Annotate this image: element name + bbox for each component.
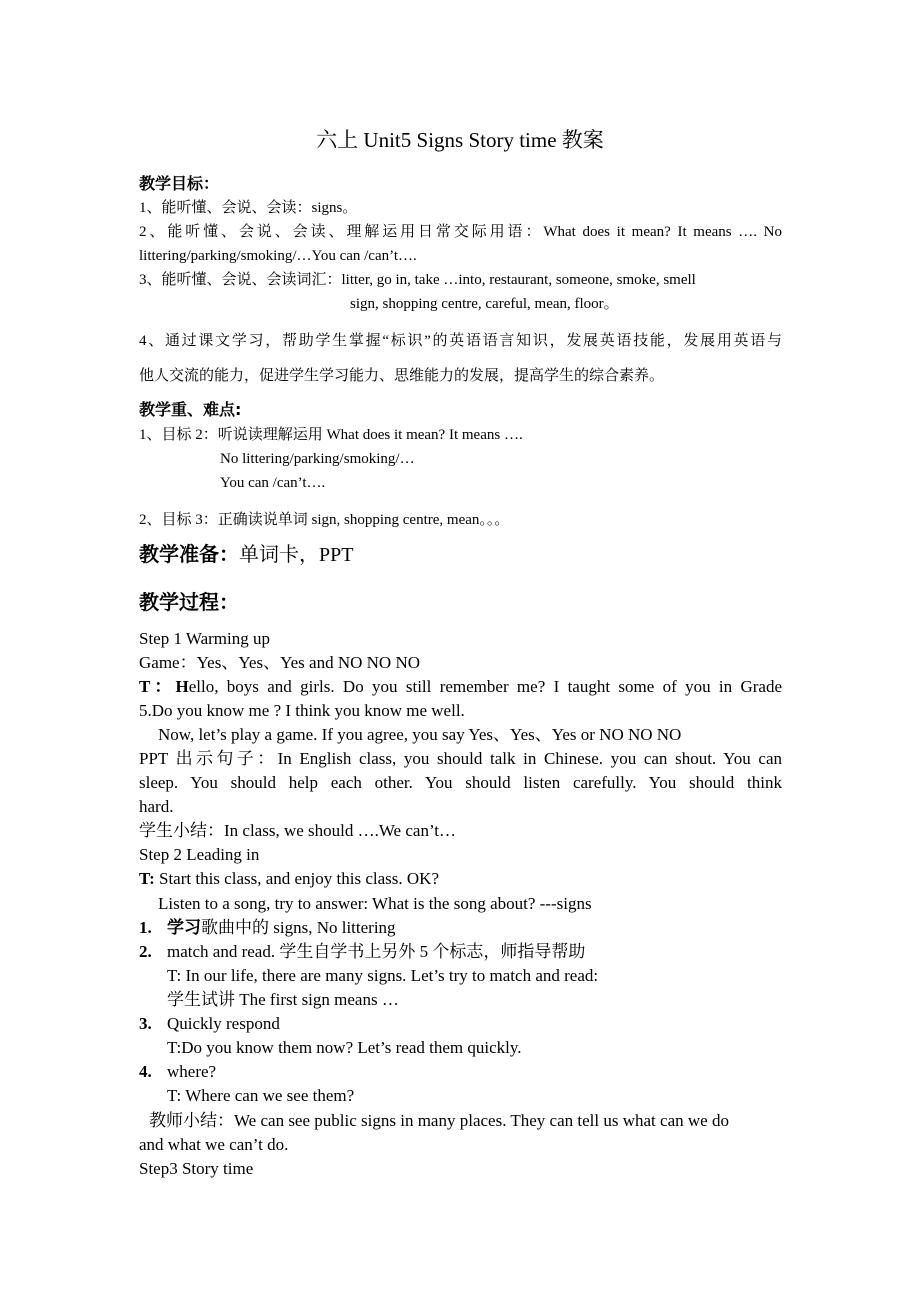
goal-2-line-1: 2、能听懂、会说、会读、理解运用日常交际用语：What does it mean? It means …. No — [139, 224, 782, 240]
process-heading: 教学过程： — [139, 590, 239, 614]
process-line: 学生试讲 The first sign means … — [167, 990, 399, 1009]
process-line: Step3 Story time — [139, 1159, 254, 1178]
process-line: T: Where can we see them? — [167, 1086, 355, 1105]
process-text: ello, boys and girls. Do you still remember me? I taught some of you in Grade — [188, 677, 783, 696]
goal-4-line-1: 4、通过课文学习，帮助学生掌握“标识”的英语语言知识，发展英语技能，发展用英语与 — [139, 333, 782, 349]
process-line: sleep. You should help each other. You should listen carefully. You should think — [139, 773, 782, 792]
keypoint-1-line-1: 1、目标 2：听说读理解运用 What does it mean? It means …. — [139, 427, 523, 443]
process-line — [139, 868, 439, 890]
item-number: 4. — [139, 1062, 152, 1081]
prep-heading: 教学准备： — [139, 542, 239, 566]
process-line: Step 1 Warming up — [139, 629, 271, 648]
process-item-3 — [139, 1013, 280, 1035]
process-line: T: In our life, there are many signs. Let’s try to match and read: — [167, 966, 599, 985]
process-line: 5.Do you know me ? I think you know me well. — [139, 701, 465, 720]
process-line — [139, 676, 782, 698]
process-line: T:Do you know them now? Let’s read them quickly. — [167, 1038, 522, 1057]
process-text: 歌曲中的 signs, No littering — [201, 918, 396, 937]
process-line: Listen to a song, try to answer: What is the song about? ---signs — [158, 894, 592, 913]
item-number: 2. — [139, 942, 152, 961]
teacher-label: T：H — [139, 677, 189, 696]
document-title: 六上 Unit5 Signs Story time 教案 — [316, 128, 604, 152]
process-line: hard. — [139, 797, 174, 816]
goals-heading: 教学目标： — [139, 174, 220, 193]
process-text: Start this class, and enjoy this class. OK? — [159, 869, 439, 888]
process-line: Step 2 Leading in — [139, 845, 260, 864]
process-line: PPT 出示句子：In English class, you should talk in Chinese. you can shout. You can — [139, 749, 782, 768]
keypoint-1-line-3: You can /can’t…. — [220, 475, 326, 491]
goal-3-line-1: 3、能听懂、会说、会读词汇：litter, go in, take …into, restaurant, someone, smoke, smell — [139, 272, 696, 288]
process-line: 教师小结：We can see public signs in many places. They can tell us what can we do — [149, 1111, 729, 1130]
process-text: Quickly respond — [167, 1014, 280, 1033]
item-number: 1. — [139, 918, 152, 937]
process-item-2 — [139, 941, 585, 963]
process-line: 学生小结：In class, we should ….We can’t… — [139, 821, 457, 840]
teacher-label: T: — [139, 869, 155, 888]
prep-section — [139, 543, 353, 568]
process-line: Now, let’s play a game. If you agree, you say Yes、Yes、Yes or NO NO NO — [158, 725, 682, 744]
keypoint-2: 2、目标 3：正确读说单词 sign, shopping centre, mean。。。 — [139, 512, 510, 528]
learn-label: 学习 — [167, 918, 201, 937]
process-text: match and read. 学生自学书上另外 5 个标志，师指导帮助 — [167, 942, 586, 961]
process-item-1 — [139, 917, 396, 939]
process-text: where? — [167, 1062, 217, 1081]
process-line: and what we can’t do. — [139, 1135, 289, 1154]
goal-1: 1、能听懂、会说、会读：signs。 — [139, 200, 358, 216]
process-item-4 — [139, 1061, 216, 1083]
process-line: Game：Yes、Yes、Yes and NO NO NO — [139, 653, 421, 672]
goal-4-line-2: 他人交流的能力，促进学生学习能力、思维能力的发展，提高学生的综合素养。 — [139, 368, 665, 384]
keypoint-1-line-2: No littering/parking/smoking/… — [220, 451, 415, 467]
keypoints-heading: 教学重、难点: — [139, 400, 242, 419]
goal-3-line-2: sign, shopping centre, careful, mean, floor。 — [350, 296, 619, 312]
item-number: 3. — [139, 1014, 152, 1033]
prep-text: 单词卡，PPT — [239, 544, 354, 566]
goal-2-line-2: littering/parking/smoking/…You can /can’t…. — [139, 248, 417, 264]
